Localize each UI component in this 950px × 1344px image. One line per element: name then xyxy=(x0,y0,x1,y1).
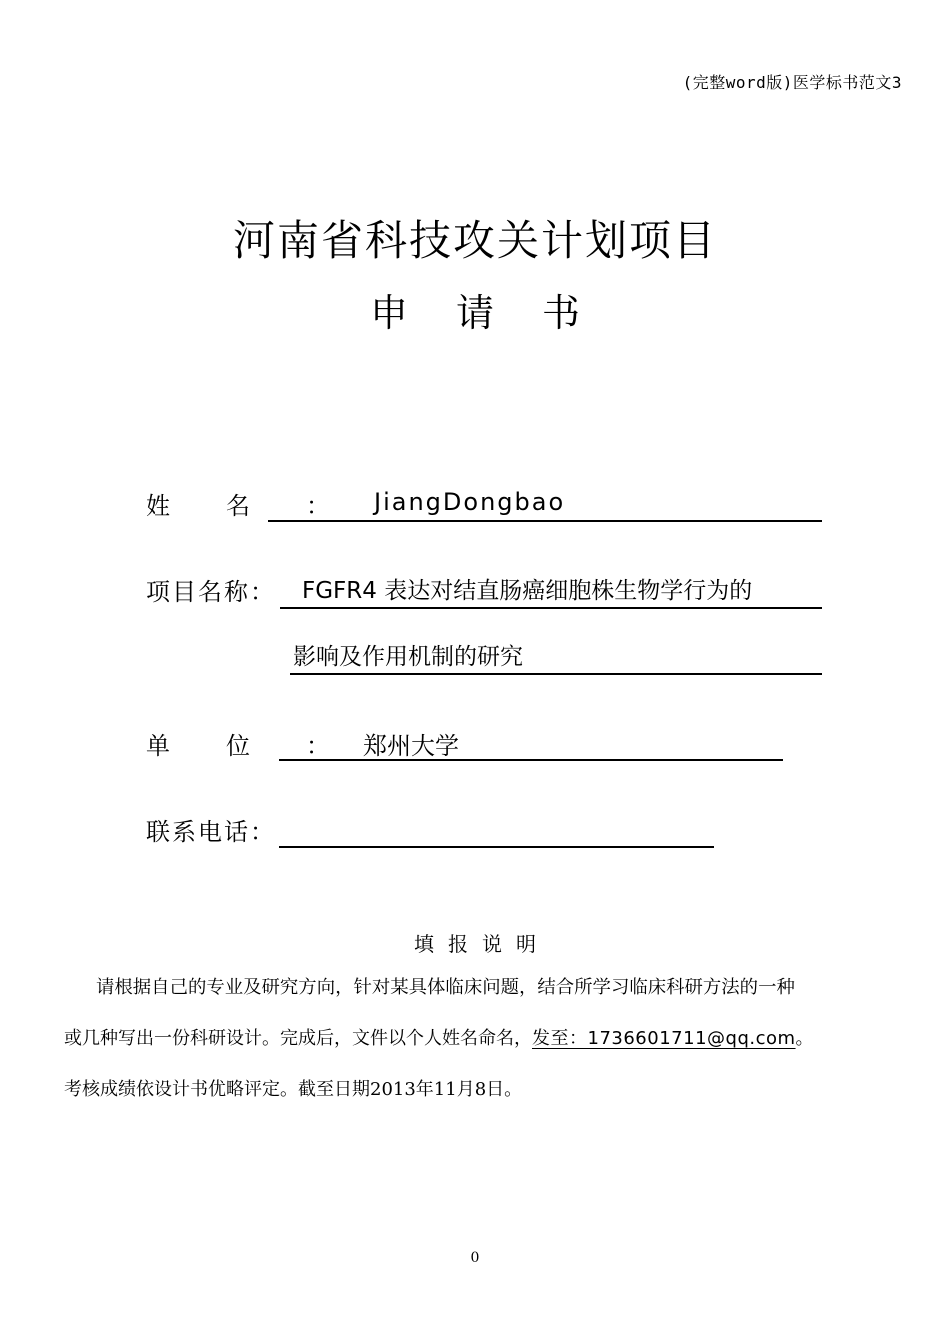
instructions-line-3: 考核成绩依设计书优略评定。截至日期2013年11月8日。 xyxy=(64,1079,523,1100)
instructions-line-2-end: 。 xyxy=(795,1028,814,1049)
unit-field-underline xyxy=(279,759,783,761)
name-field-underline xyxy=(268,520,822,522)
instructions-line-2-text: 或几种写出一份科研设计。完成后，文件以个人姓名命名， xyxy=(64,1028,532,1049)
name-field-label xyxy=(146,486,330,521)
instructions-line-1: 请根据自己的专业及研究方向，针对某具体临床问题，结合所学习临床科研方法的一种 xyxy=(96,977,795,998)
unit-field-value: 郑州大学 xyxy=(363,732,459,760)
name-field-value: JiangDongbao xyxy=(374,488,566,516)
name-label-colon: ： xyxy=(306,492,330,520)
name-label-text: 姓名 xyxy=(146,492,306,520)
project-field-underline-1 xyxy=(280,607,822,609)
project-field-value-line1: FGFR4 表达对结直肠癌细胞株生物学行为的 xyxy=(302,578,753,604)
unit-field-label xyxy=(146,726,330,761)
instructions-heading: 填报说明 xyxy=(414,932,550,956)
instructions-line-2 xyxy=(64,1024,814,1050)
document-title: 河南省科技攻关计划项目 xyxy=(232,216,717,265)
unit-label-text: 单位 xyxy=(146,732,306,760)
document-subtitle: 申请书 xyxy=(369,291,628,335)
page-number: 0 xyxy=(470,1250,480,1266)
project-field-underline-2 xyxy=(290,673,822,675)
project-field-label: 项目名称： xyxy=(146,578,276,606)
phone-field-label: 联系电话： xyxy=(146,818,276,846)
submission-email-link[interactable]: 发至：1736601711@qq.com xyxy=(532,1028,796,1049)
document-header-note: (完整word版)医学标书范文3 xyxy=(682,73,902,92)
project-field-value-line2: 影响及作用机制的研究 xyxy=(293,644,523,670)
unit-label-colon: ： xyxy=(306,732,330,760)
phone-field-underline xyxy=(279,846,714,848)
